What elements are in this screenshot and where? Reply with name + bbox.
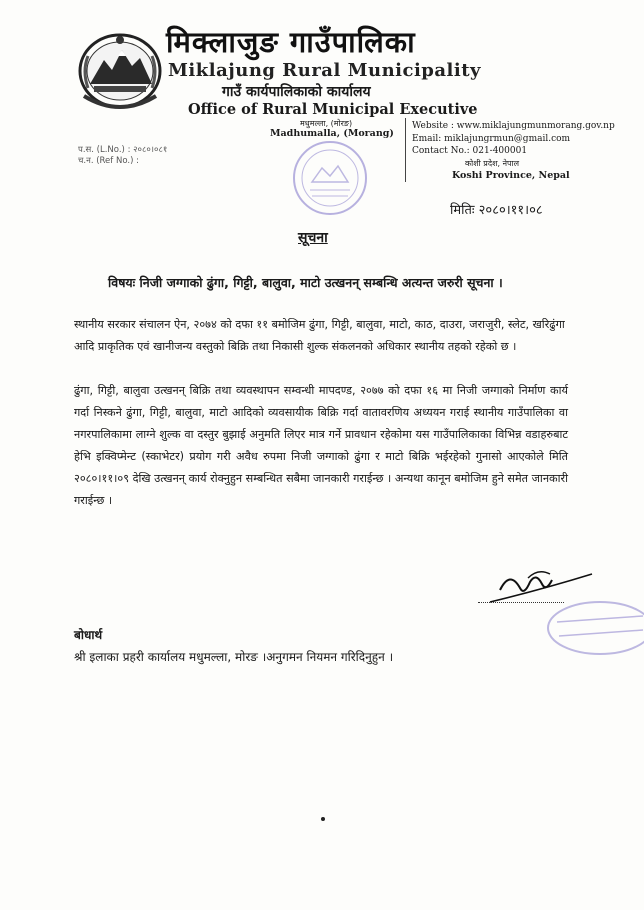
notice-date: मितिः २०८०।११।०८ <box>450 203 543 218</box>
contact-block <box>412 120 615 158</box>
office-stamp-icon <box>290 138 370 218</box>
province-en: Koshi Province, Nepal <box>452 170 570 181</box>
stray-dot <box>321 817 325 821</box>
notice-paragraph-1: स्थानीय सरकार संचालन ऐन, २०७४ को दफा ११ बमोजिम ढुंगा, गिट्टी, बालुवा, माटो, काठ, दाउरा, जराजुरी, स्लेट, खरिढुंगा आदि प्राकृतिक एवं खानीजन्य वस्तुको बिक्रि तथा निकासी शुल्क संकलनको अधिकार स्थानीय तहको रहेको छ । <box>74 318 565 353</box>
letter-number: प.स. (L.No.) : २०८०।०८१ <box>78 145 168 155</box>
header-divider <box>405 118 406 182</box>
municipality-name-en: Miklajung Rural Municipality <box>168 60 482 81</box>
notice-subject: विषयः निजी जग्गाको ढुंगा, गिट्टी, बालुवा, माटो उत्खनन् सम्बन्धि अत्यन्त जरुरी सूचना । <box>108 275 503 290</box>
cc-heading: बोधार्थ <box>74 628 103 642</box>
contact-number-text: Contact No.: 021-400001 <box>412 146 528 156</box>
reference-numbers <box>78 145 167 167</box>
email-text: Email: miklajungrmun@gmail.com <box>412 133 571 144</box>
notice-paragraph-2: ढुंगा, गिट्टी, बालुवा उत्खनन् बिक्रि तथा व्यवस्थापन सम्वन्धी मापदण्ड, २०७७ को दफा १६ मा निजी जग्गाको निर्माण कार्य गर्दा निस्कने ढुंगा, गिट्टी, बालुवा, माटो आदिको व्यवसायीक बिक्रि गर्दा वातावरणिय अध्ययन गराई स्थानीय गाउँपालिका वा नगरपालिकामा लाग्ने शुल्क वा दस्तुर बुझाई अनुमति लिएर मात्र गर्ने प्रावधान रहेकोमा यस गाउँपालिकाका विभिन्न वडाहरुबाट हेभि इक्विप्मेन्ट (स्काभेटर) प्रयोग गरी अवैध रुपमा निजी जग्गाको ढुंगा र माटो बिक्रि भईरहेको गुनासो आएकोले मिति २०८०।११।०९ देखि उत्खनन् कार्य रोक्नुहुन सम्बन्धित सबैमा जानकारी गराईन्छ । अन्यथा कानून बमोजिम हुने समेत जानकारी गराईन्छ । <box>74 384 568 507</box>
website-text: Website : www.miklajungmunmorang.gov.np <box>412 121 615 131</box>
notice-title: सूचना <box>298 230 328 246</box>
office-name-np: गाउँ कार्यपालिकाको कार्यालय <box>222 84 371 100</box>
address-en: Madhumalla, (Morang) <box>270 128 394 139</box>
municipality-emblem-icon <box>74 26 166 112</box>
office-name-en: Office of Rural Municipal Executive <box>188 101 478 118</box>
municipality-name-np: मिक्लाजुङ गाउँपालिका <box>166 25 416 59</box>
address-np: मधुमल्ला, (मोरङ) <box>300 119 353 128</box>
signatory-stamp-icon <box>545 598 644 658</box>
cc-recipient: श्री इलाका प्रहरी कार्यालय मधुमल्ला, मोरङ ।अनुगमन नियमन गरिदिनुहुन । <box>74 650 394 664</box>
ref-number: च.न. (Ref No.) : <box>78 156 139 166</box>
province-np: कोशी प्रदेश, नेपाल <box>465 159 520 168</box>
